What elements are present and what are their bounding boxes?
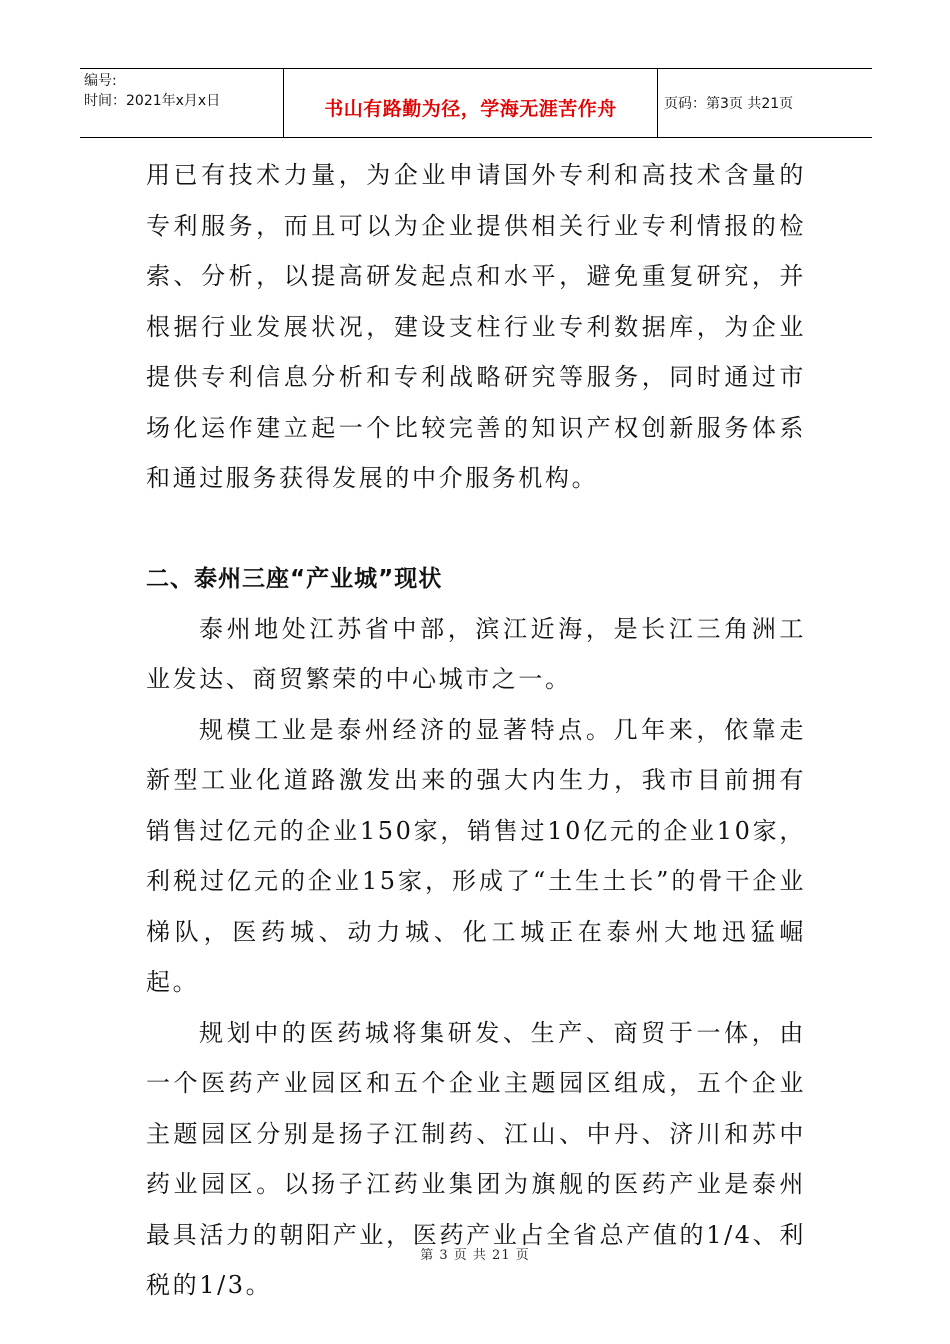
section-heading: 二、泰州三座“产业城”现状	[146, 565, 443, 592]
paragraph-spacer	[146, 504, 806, 554]
body-paragraph: 用已有技术力量，为企业申请国外专利和高技术含量的专利服务，而且可以为企业提供相关行业专利情报的检索、分析，以提高研发起点和水平，避免重复研究，并根据行业发展状况，建设支柱行业专利数据库，为企业提供专利信息分析和专利战略研究等服务，同时通过市场化运作建立起一个比较完善的知识产权创新服务体系和通过服务获得发展的中介服务机构。	[146, 161, 806, 492]
page-header	[80, 68, 872, 138]
document-number-label: 编号:	[84, 73, 117, 89]
document-time-label: 时间：2021年x月x日	[84, 93, 221, 109]
header-motto-cell	[283, 69, 658, 137]
header-meta	[80, 69, 283, 137]
page-footer: 第 3 页 共 21 页	[420, 1248, 530, 1263]
page-code-text: 页码：第3页 共21页	[664, 96, 794, 112]
body-paragraph: 规模工业是泰州经济的显著特点。几年来，依靠走新型工业化道路激发出来的强大内生力，我市目前拥有销售过亿元的企业150家，销售过10亿元的企业10家，利税过亿元的企业15家，形成了“土生土长”的骨干企业梯队，医药城、动力城、化工城正在泰州大地迅猛崛起。	[146, 715, 806, 996]
body-paragraph: 规划中的医药城将集研发、生产、商贸于一体，由一个医药产业园区和五个企业主题园区组成，五个企业主题园区分别是扬子江制药、江山、中丹、济川和苏中药业园区。以扬子江药业集团为旗舰的医药产业是泰州最具活力的朝阳产业，医药产业占全省总产值的1/4、利税的1/3。	[146, 1018, 806, 1299]
body-paragraph: 泰州地处江苏省中部，滨江近海，是长江三角洲工业发达、商贸繁荣的中心城市之一。	[146, 614, 806, 693]
header-page-code	[658, 69, 872, 137]
document-body	[146, 150, 806, 1311]
header-motto: 书山有路勤为径，学海无涯苦作舟	[324, 97, 617, 120]
